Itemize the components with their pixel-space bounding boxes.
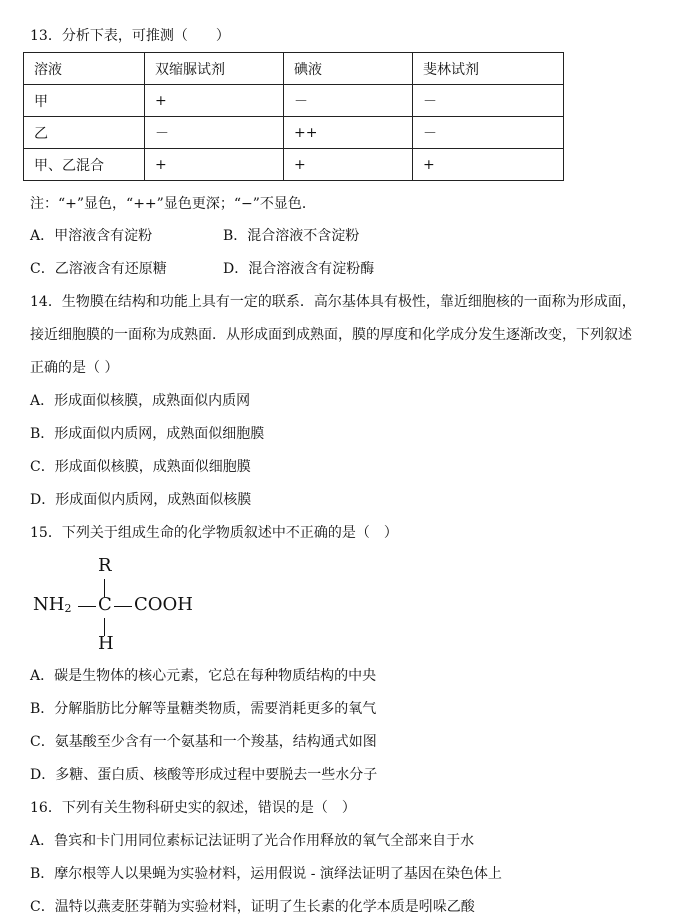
- table-header-cell: 斐林试剂: [413, 53, 564, 85]
- q15-option-a[interactable]: A．碳是生物体的核心元素，它总在每种物质结构的中央: [30, 668, 377, 684]
- formula-r-group: R: [98, 555, 112, 576]
- table-cell: +: [145, 149, 284, 181]
- q16-stem: 16．下列有关生物科研史实的叙述，错误的是（ ）: [30, 800, 356, 816]
- q15-option-c[interactable]: C．氨基酸至少含有一个氨基和一个羧基，结构通式如图: [30, 734, 377, 750]
- q14-option-b[interactable]: B．形成面似内质网，成熟面似细胞膜: [30, 426, 265, 442]
- table-row: [24, 85, 564, 117]
- table-cell: －: [284, 85, 413, 117]
- table-cell: +: [413, 149, 564, 181]
- q16-option-b[interactable]: B．摩尔根等人以果蝇为实验材料，运用假说 - 演绎法证明了基因在染色体上: [30, 866, 502, 882]
- formula-carboxyl-group: COOH: [134, 594, 193, 615]
- table-cell: +: [145, 85, 284, 117]
- table-cell: －: [145, 117, 284, 149]
- table-row: [24, 149, 564, 181]
- table-header-row: [24, 53, 564, 85]
- table-cell: －: [413, 117, 564, 149]
- q13-option-c[interactable]: C．乙溶液含有还原糖: [30, 261, 167, 277]
- q13-note: 注：“+”显色，“++”显色更深；“−”不显色．: [30, 196, 316, 212]
- q14-stem-line: 正确的是（ ）: [30, 360, 119, 376]
- q13-stem: 13．分析下表，可推测（ ）: [30, 28, 230, 44]
- q15-stem: 15．下列关于组成生命的化学物质叙述中不正确的是（ ）: [30, 525, 398, 541]
- table-header-cell: 碘液: [284, 53, 413, 85]
- q13-table: [23, 52, 564, 181]
- table-cell: 乙: [24, 117, 145, 149]
- q13-option-b[interactable]: B．混合溶液不含淀粉: [223, 228, 360, 244]
- q14-option-c[interactable]: C．形成面似核膜，成熟面似细胞膜: [30, 459, 251, 475]
- q14-stem-line: 14．生物膜在结构和功能上具有一定的联系．高尔基体具有极性，靠近细胞核的一面称为形成面，: [30, 294, 636, 310]
- q15-option-d[interactable]: D．多糖、蛋白质、核酸等形成过程中要脱去一些水分子: [30, 767, 378, 783]
- q16-option-a[interactable]: A．鲁宾和卡门用同位素标记法证明了光合作用释放的氧气全部来自于水: [30, 833, 475, 849]
- q13-option-d[interactable]: D．混合溶液含有淀粉酶: [223, 261, 375, 277]
- table-row: [24, 117, 564, 149]
- formula-bond-left: [78, 606, 96, 607]
- q15-option-b[interactable]: B．分解脂肪比分解等量糖类物质，需要消耗更多的氧气: [30, 701, 377, 717]
- q14-stem-line: 接近细胞膜的一面称为成熟面．从形成面到成熟面，膜的厚度和化学成分发生逐渐改变，下列叙述: [30, 327, 632, 343]
- formula-bond-right: [114, 606, 132, 607]
- formula-amino-group: NH2: [33, 594, 72, 615]
- table-cell: ++: [284, 117, 413, 149]
- table-cell: －: [413, 85, 564, 117]
- table-cell: 甲、乙混合: [24, 149, 145, 181]
- table-header-cell: 双缩脲试剂: [145, 53, 284, 85]
- table-cell: +: [284, 149, 413, 181]
- q13-option-a[interactable]: A．甲溶液含有淀粉: [30, 228, 153, 244]
- formula-hydrogen: H: [98, 633, 114, 654]
- q14-option-d[interactable]: D．形成面似内质网，成熟面似核膜: [30, 492, 252, 508]
- table-cell: 甲: [24, 85, 145, 117]
- q16-option-c[interactable]: C．温特以燕麦胚芽鞘为实验材料，证明了生长素的化学本质是吲哚乙酸: [30, 899, 475, 915]
- formula-central-carbon: C: [98, 594, 112, 615]
- q14-option-a[interactable]: A．形成面似核膜，成熟面似内质网: [30, 393, 251, 409]
- table-header-cell: 溶液: [24, 53, 145, 85]
- amino-acid-structural-formula: [30, 552, 220, 662]
